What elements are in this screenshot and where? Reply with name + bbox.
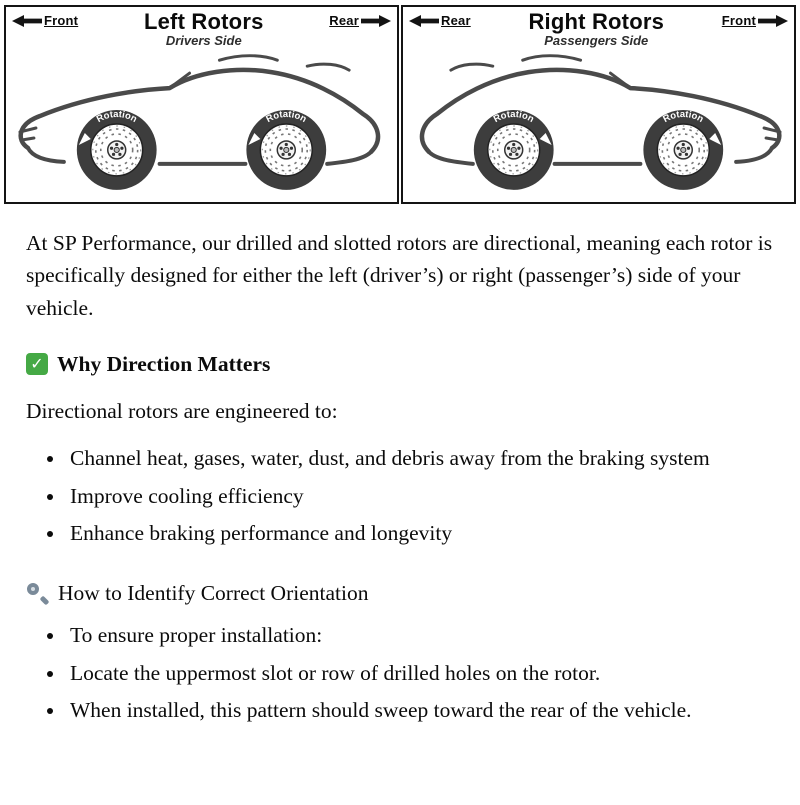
rear-label: Rear xyxy=(441,13,471,28)
car-illustration-left xyxy=(12,50,391,202)
front-wheel-left-panel xyxy=(77,109,157,190)
left-panel-titles xyxy=(78,10,329,48)
magnifier-icon xyxy=(26,581,50,605)
rear-wheel-right-panel xyxy=(474,109,554,190)
list-item: • Locate the uppermost slot or row of drilled holes on the rotor. xyxy=(66,657,776,689)
left-panel-title: Left Rotors xyxy=(143,9,264,34)
heading-text: Why Direction Matters xyxy=(57,351,271,376)
heading-identify-orientation xyxy=(26,577,776,609)
heading-why-direction-matters xyxy=(26,348,776,380)
front-direction-left-panel xyxy=(12,13,78,28)
arrow-right-icon xyxy=(758,15,788,27)
rear-direction-right-panel xyxy=(409,13,471,28)
front-label: Front xyxy=(721,13,756,28)
list-item: • Improve cooling efficiency xyxy=(66,480,776,512)
right-rotors-panel xyxy=(401,5,796,204)
list-item: • Channel heat, gases, water, dust, and debris away from the braking system xyxy=(66,442,776,474)
rotation-label: Rotation xyxy=(661,109,706,126)
right-panel-title: Right Rotors xyxy=(528,9,665,34)
magnifier-lens xyxy=(27,583,39,595)
front-direction-right-panel xyxy=(722,13,788,28)
rotor-direction-diagram xyxy=(4,5,796,204)
check-icon: ✓ xyxy=(26,353,48,375)
page xyxy=(0,5,800,726)
rear-direction-left-panel xyxy=(329,13,391,28)
right-panel-subtitle: Passengers Side xyxy=(544,33,649,49)
left-rotors-panel xyxy=(4,5,399,204)
front-label: Front xyxy=(44,13,79,28)
rear-wheel-left-panel xyxy=(246,109,326,190)
rear-label: Rear xyxy=(329,13,359,28)
direction-benefits-list xyxy=(26,442,776,549)
magnifier-handle xyxy=(40,596,50,606)
left-panel-header xyxy=(12,10,391,48)
left-panel-subtitle: Drivers Side xyxy=(165,33,242,49)
right-panel-header xyxy=(409,10,788,48)
list-item: • Enhance braking performance and longevity xyxy=(66,517,776,549)
direction-lead: Directional rotors are engineered to: xyxy=(26,399,338,424)
rotation-label: Rotation xyxy=(94,109,139,126)
arrow-left-icon xyxy=(409,15,439,27)
list-item: • To ensure proper installation: xyxy=(66,619,776,651)
front-wheel-right-panel xyxy=(643,109,723,190)
arrow-right-icon xyxy=(361,15,391,27)
rotation-label: Rotation xyxy=(491,109,536,126)
orientation-steps-list xyxy=(26,619,776,726)
article-content xyxy=(0,204,800,726)
list-item: • When installed, this pattern should sweep toward the rear of the vehicle. xyxy=(66,694,776,726)
car-illustration-right xyxy=(409,50,788,202)
rotation-label: Rotation xyxy=(264,109,309,126)
intro-paragraph: At SP Performance, our drilled and slotted rotors are directional, meaning each rotor is specifically designed for either the left (driver’s) or right (passenger’s) side of your vehicle. xyxy=(26,231,773,320)
heading-text: How to Identify Correct Orientation xyxy=(58,581,369,606)
arrow-left-icon xyxy=(12,15,42,27)
right-panel-titles xyxy=(471,10,722,48)
